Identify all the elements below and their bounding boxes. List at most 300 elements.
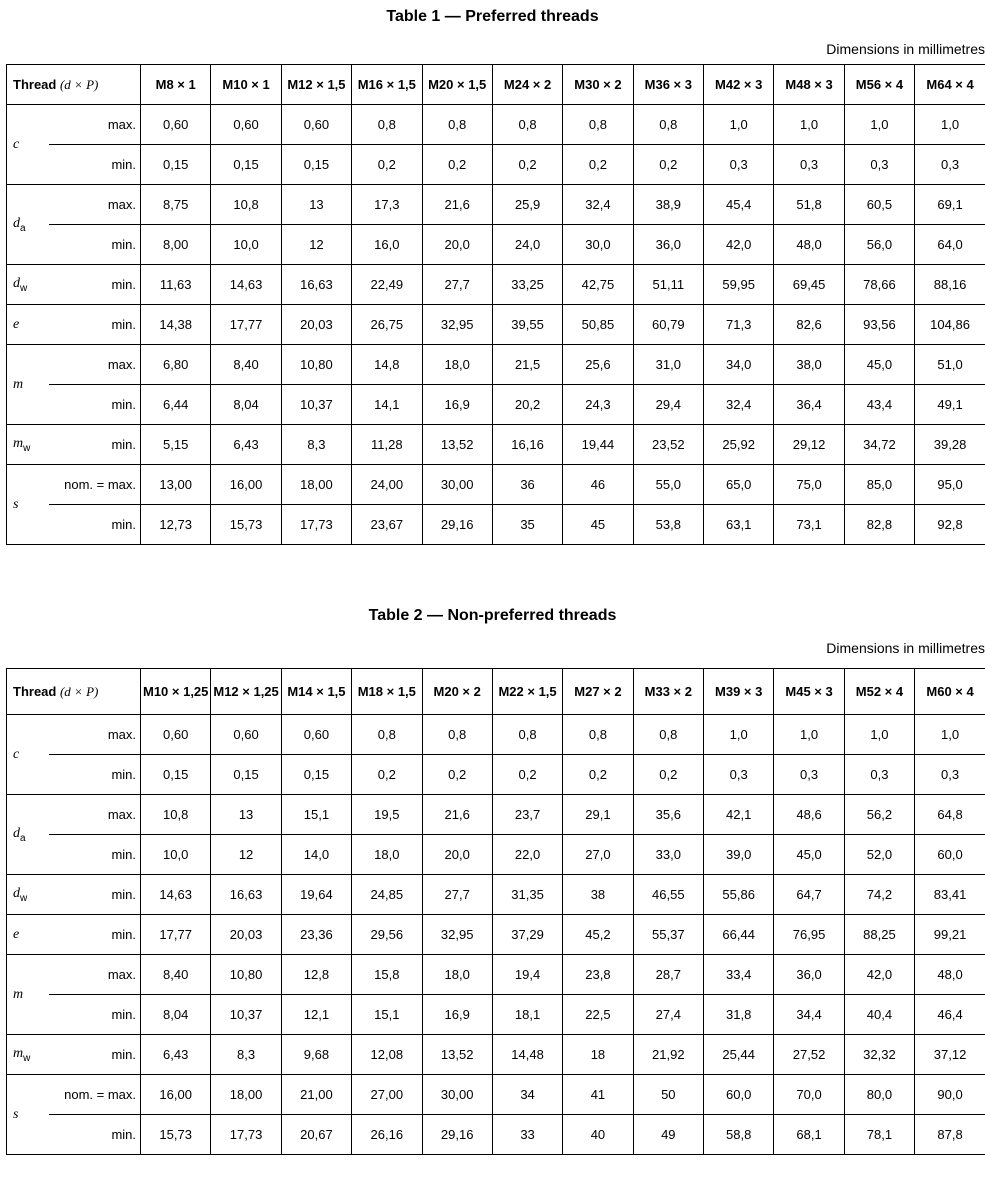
value-cell: 17,3 [352, 185, 422, 225]
value-cell: 14,38 [141, 305, 211, 345]
column-header: M60 × 4 [915, 669, 985, 715]
table-1-title: Table 1 — Preferred threads [386, 8, 599, 25]
table-2-dimensions-note: Dimensions in millimetres [826, 640, 985, 656]
value-cell: 32,95 [422, 915, 492, 955]
value-cell: 15,73 [141, 1115, 211, 1155]
value-cell: 50 [633, 1075, 703, 1115]
value-cell: 38,0 [774, 345, 844, 385]
value-cell: 29,4 [633, 385, 703, 425]
table-row [7, 955, 985, 995]
value-cell: 8,3 [211, 1035, 281, 1075]
symbol-cell: $m_w$ [7, 425, 49, 465]
value-cell: 18 [563, 1035, 633, 1075]
value-cell: 46,55 [633, 875, 703, 915]
value-cell: 30,00 [422, 1075, 492, 1115]
value-cell: 22,0 [492, 835, 562, 875]
value-cell: 0,8 [352, 715, 422, 755]
value-cell: 0,3 [704, 755, 774, 795]
table-row [7, 145, 985, 185]
value-cell: 15,8 [352, 955, 422, 995]
value-cell: 99,21 [915, 915, 985, 955]
value-cell: 25,9 [492, 185, 562, 225]
column-header: M10 × 1 [211, 65, 281, 105]
value-cell: 14,63 [211, 265, 281, 305]
value-cell: 27,0 [563, 835, 633, 875]
value-cell: 43,4 [844, 385, 914, 425]
value-cell: 73,1 [774, 505, 844, 545]
value-cell: 42,0 [704, 225, 774, 265]
value-cell: 53,8 [633, 505, 703, 545]
value-cell: 48,0 [774, 225, 844, 265]
value-cell: 13 [281, 185, 351, 225]
value-cell: 18,0 [422, 955, 492, 995]
value-cell: 11,63 [141, 265, 211, 305]
value-cell: 18,1 [492, 995, 562, 1035]
value-cell: 16,16 [492, 425, 562, 465]
value-cell: 88,16 [915, 265, 985, 305]
value-cell: 14,63 [141, 875, 211, 915]
value-cell: 37,12 [915, 1035, 985, 1075]
table-row [7, 755, 985, 795]
value-cell: 46,4 [915, 995, 985, 1035]
value-cell: 13,52 [422, 425, 492, 465]
table-row [7, 225, 985, 265]
value-cell: 10,37 [281, 385, 351, 425]
table-row [7, 185, 985, 225]
value-cell: 0,2 [422, 145, 492, 185]
value-cell: 27,7 [422, 265, 492, 305]
limit-cell: min. [49, 505, 141, 545]
table-row [7, 1035, 985, 1075]
value-cell: 0,2 [492, 145, 562, 185]
value-cell: 10,8 [211, 185, 281, 225]
value-cell: 39,0 [704, 835, 774, 875]
column-header: M45 × 3 [774, 669, 844, 715]
value-cell: 20,03 [211, 915, 281, 955]
value-cell: 1,0 [844, 105, 914, 145]
value-cell: 42,0 [844, 955, 914, 995]
value-cell: 18,00 [281, 465, 351, 505]
limit-cell: min. [49, 225, 141, 265]
value-cell: 17,73 [211, 1115, 281, 1155]
value-cell: 71,3 [704, 305, 774, 345]
value-cell: 82,8 [844, 505, 914, 545]
value-cell: 31,35 [492, 875, 562, 915]
symbol-cell: $d_a$ [7, 185, 49, 265]
value-cell: 21,92 [633, 1035, 703, 1075]
value-cell: 82,6 [774, 305, 844, 345]
value-cell: 39,55 [492, 305, 562, 345]
value-cell: 19,64 [281, 875, 351, 915]
value-cell: 1,0 [704, 715, 774, 755]
column-header: M16 × 1,5 [352, 65, 422, 105]
value-cell: 14,1 [352, 385, 422, 425]
column-header: M36 × 3 [633, 65, 703, 105]
column-header: M27 × 2 [563, 669, 633, 715]
value-cell: 28,7 [633, 955, 703, 995]
column-header: M33 × 2 [633, 669, 703, 715]
value-cell: 0,3 [844, 755, 914, 795]
value-cell: 0,15 [211, 145, 281, 185]
value-cell: 15,1 [352, 995, 422, 1035]
value-cell: 26,75 [352, 305, 422, 345]
value-cell: 64,0 [915, 225, 985, 265]
value-cell: 10,80 [211, 955, 281, 995]
column-header: M42 × 3 [704, 65, 774, 105]
value-cell: 37,29 [492, 915, 562, 955]
value-cell: 35 [492, 505, 562, 545]
value-cell: 23,52 [633, 425, 703, 465]
value-cell: 41 [563, 1075, 633, 1115]
symbol-cell: e [7, 915, 49, 955]
value-cell: 42,1 [704, 795, 774, 835]
table-row [7, 305, 985, 345]
table-row [7, 715, 985, 755]
value-cell: 16,63 [281, 265, 351, 305]
table-2-title: Table 2 — Non-preferred threads [368, 607, 617, 624]
table-row [7, 1115, 985, 1155]
value-cell: 16,9 [422, 995, 492, 1035]
value-cell: 12,73 [141, 505, 211, 545]
limit-cell: min. [49, 835, 141, 875]
value-cell: 23,7 [492, 795, 562, 835]
value-cell: 51,8 [774, 185, 844, 225]
value-cell: 0,3 [915, 755, 985, 795]
value-cell: 1,0 [915, 105, 985, 145]
value-cell: 65,0 [704, 465, 774, 505]
column-header: M20 × 1,5 [422, 65, 492, 105]
value-cell: 10,0 [211, 225, 281, 265]
value-cell: 20,67 [281, 1115, 351, 1155]
value-cell: 16,0 [352, 225, 422, 265]
value-cell: 75,0 [774, 465, 844, 505]
value-cell: 0,2 [633, 145, 703, 185]
value-cell: 10,80 [281, 345, 351, 385]
value-cell: 21,00 [281, 1075, 351, 1115]
value-cell: 24,0 [492, 225, 562, 265]
limit-cell: min. [49, 425, 141, 465]
value-cell: 60,0 [915, 835, 985, 875]
value-cell: 45,0 [774, 835, 844, 875]
value-cell: 34 [492, 1075, 562, 1115]
value-cell: 95,0 [915, 465, 985, 505]
value-cell: 10,37 [211, 995, 281, 1035]
value-cell: 31,0 [633, 345, 703, 385]
value-cell: 0,8 [422, 715, 492, 755]
value-cell: 0,15 [211, 755, 281, 795]
value-cell: 63,1 [704, 505, 774, 545]
value-cell: 36,0 [633, 225, 703, 265]
value-cell: 32,32 [844, 1035, 914, 1075]
value-cell: 34,72 [844, 425, 914, 465]
value-cell: 45,2 [563, 915, 633, 955]
symbol-cell: c [7, 105, 49, 185]
symbol-cell: e [7, 305, 49, 345]
value-cell: 8,40 [141, 955, 211, 995]
value-cell: 66,44 [704, 915, 774, 955]
value-cell: 56,2 [844, 795, 914, 835]
value-cell: 21,5 [492, 345, 562, 385]
thread-header: Thread (d × P) [7, 669, 141, 715]
value-cell: 42,75 [563, 265, 633, 305]
value-cell: 0,3 [844, 145, 914, 185]
value-cell: 49 [633, 1115, 703, 1155]
symbol-cell: $d_w$ [7, 875, 49, 915]
value-cell: 58,8 [704, 1115, 774, 1155]
value-cell: 5,15 [141, 425, 211, 465]
value-cell: 55,86 [704, 875, 774, 915]
value-cell: 40,4 [844, 995, 914, 1035]
value-cell: 11,28 [352, 425, 422, 465]
limit-cell: nom. = max. [49, 1075, 141, 1115]
table-2-non-preferred-threads [6, 668, 985, 1155]
value-cell: 14,8 [352, 345, 422, 385]
value-cell: 20,03 [281, 305, 351, 345]
column-header: M8 × 1 [141, 65, 211, 105]
value-cell: 88,25 [844, 915, 914, 955]
value-cell: 10,8 [141, 795, 211, 835]
value-cell: 90,0 [915, 1075, 985, 1115]
limit-cell: max. [49, 795, 141, 835]
value-cell: 6,80 [141, 345, 211, 385]
value-cell: 104,86 [915, 305, 985, 345]
column-header: M39 × 3 [704, 669, 774, 715]
value-cell: 1,0 [915, 715, 985, 755]
value-cell: 23,67 [352, 505, 422, 545]
value-cell: 51,11 [633, 265, 703, 305]
value-cell: 8,00 [141, 225, 211, 265]
value-cell: 8,3 [281, 425, 351, 465]
value-cell: 0,60 [211, 105, 281, 145]
value-cell: 0,60 [141, 105, 211, 145]
limit-cell: min. [49, 915, 141, 955]
value-cell: 12 [281, 225, 351, 265]
value-cell: 74,2 [844, 875, 914, 915]
value-cell: 0,8 [492, 105, 562, 145]
value-cell: 8,75 [141, 185, 211, 225]
value-cell: 64,8 [915, 795, 985, 835]
value-cell: 48,6 [774, 795, 844, 835]
value-cell: 36,0 [774, 955, 844, 995]
value-cell: 56,0 [844, 225, 914, 265]
value-cell: 16,00 [211, 465, 281, 505]
value-cell: 0,8 [422, 105, 492, 145]
value-cell: 6,43 [141, 1035, 211, 1075]
value-cell: 46 [563, 465, 633, 505]
value-cell: 6,43 [211, 425, 281, 465]
value-cell: 40 [563, 1115, 633, 1155]
value-cell: 70,0 [774, 1075, 844, 1115]
value-cell: 32,95 [422, 305, 492, 345]
value-cell: 38,9 [633, 185, 703, 225]
value-cell: 16,00 [141, 1075, 211, 1115]
thread-header: Thread (d × P) [7, 65, 141, 105]
value-cell: 6,44 [141, 385, 211, 425]
value-cell: 0,2 [633, 755, 703, 795]
value-cell: 0,2 [563, 755, 633, 795]
table-row [7, 105, 985, 145]
value-cell: 12,08 [352, 1035, 422, 1075]
value-cell: 33,0 [633, 835, 703, 875]
value-cell: 14,0 [281, 835, 351, 875]
value-cell: 18,00 [211, 1075, 281, 1115]
symbol-cell: $m_w$ [7, 1035, 49, 1075]
value-cell: 24,00 [352, 465, 422, 505]
value-cell: 45,0 [844, 345, 914, 385]
symbol-cell: $d_w$ [7, 265, 49, 305]
limit-cell: min. [49, 1115, 141, 1155]
value-cell: 64,7 [774, 875, 844, 915]
value-cell: 29,1 [563, 795, 633, 835]
value-cell: 27,7 [422, 875, 492, 915]
column-header: M64 × 4 [915, 65, 985, 105]
value-cell: 48,0 [915, 955, 985, 995]
table-row [7, 875, 985, 915]
limit-cell: min. [49, 305, 141, 345]
table-1-dimensions-note: Dimensions in millimetres [826, 41, 985, 57]
value-cell: 59,95 [704, 265, 774, 305]
value-cell: 12,8 [281, 955, 351, 995]
value-cell: 32,4 [563, 185, 633, 225]
table-1-preferred-threads [6, 64, 985, 545]
value-cell: 19,5 [352, 795, 422, 835]
value-cell: 0,8 [352, 105, 422, 145]
value-cell: 8,04 [141, 995, 211, 1035]
value-cell: 29,16 [422, 1115, 492, 1155]
value-cell: 0,60 [141, 715, 211, 755]
value-cell: 27,00 [352, 1075, 422, 1115]
value-cell: 45 [563, 505, 633, 545]
symbol-cell: m [7, 345, 49, 425]
value-cell: 0,15 [141, 145, 211, 185]
limit-cell: min. [49, 875, 141, 915]
limit-cell: min. [49, 145, 141, 185]
value-cell: 22,5 [563, 995, 633, 1035]
value-cell: 8,04 [211, 385, 281, 425]
value-cell: 55,37 [633, 915, 703, 955]
value-cell: 32,4 [704, 385, 774, 425]
value-cell: 0,3 [704, 145, 774, 185]
value-cell: 16,63 [211, 875, 281, 915]
value-cell: 0,60 [281, 715, 351, 755]
value-cell: 76,95 [774, 915, 844, 955]
column-header: M10 × 1,25 [141, 669, 211, 715]
column-header: M56 × 4 [844, 65, 914, 105]
table-row [7, 265, 985, 305]
limit-cell: nom. = max. [49, 465, 141, 505]
table-row [7, 835, 985, 875]
table-row [7, 1075, 985, 1115]
value-cell: 19,4 [492, 955, 562, 995]
value-cell: 0,8 [563, 715, 633, 755]
value-cell: 38 [563, 875, 633, 915]
column-header: M12 × 1,25 [211, 669, 281, 715]
limit-cell: min. [49, 1035, 141, 1075]
limit-cell: max. [49, 105, 141, 145]
value-cell: 22,49 [352, 265, 422, 305]
value-cell: 0,2 [352, 755, 422, 795]
column-header: M22 × 1,5 [492, 669, 562, 715]
value-cell: 55,0 [633, 465, 703, 505]
value-cell: 24,3 [563, 385, 633, 425]
value-cell: 78,66 [844, 265, 914, 305]
column-header: M18 × 1,5 [352, 669, 422, 715]
column-header: M48 × 3 [774, 65, 844, 105]
value-cell: 29,12 [774, 425, 844, 465]
value-cell: 1,0 [774, 105, 844, 145]
table-row [7, 385, 985, 425]
value-cell: 8,40 [211, 345, 281, 385]
table-row [7, 795, 985, 835]
value-cell: 0,8 [633, 105, 703, 145]
value-cell: 21,6 [422, 185, 492, 225]
value-cell: 0,15 [281, 755, 351, 795]
value-cell: 23,8 [563, 955, 633, 995]
value-cell: 0,3 [774, 755, 844, 795]
value-cell: 60,79 [633, 305, 703, 345]
column-header: M24 × 2 [492, 65, 562, 105]
value-cell: 0,15 [281, 145, 351, 185]
value-cell: 33,25 [492, 265, 562, 305]
limit-cell: max. [49, 715, 141, 755]
value-cell: 14,48 [492, 1035, 562, 1075]
value-cell: 1,0 [704, 105, 774, 145]
value-cell: 19,44 [563, 425, 633, 465]
value-cell: 30,00 [422, 465, 492, 505]
value-cell: 85,0 [844, 465, 914, 505]
value-cell: 0,60 [281, 105, 351, 145]
column-header: M20 × 2 [422, 669, 492, 715]
value-cell: 15,1 [281, 795, 351, 835]
value-cell: 83,41 [915, 875, 985, 915]
value-cell: 49,1 [915, 385, 985, 425]
table-row [7, 915, 985, 955]
value-cell: 0,2 [492, 755, 562, 795]
limit-cell: max. [49, 345, 141, 385]
value-cell: 31,8 [704, 995, 774, 1035]
column-header: M30 × 2 [563, 65, 633, 105]
value-cell: 36 [492, 465, 562, 505]
value-cell: 0,2 [563, 145, 633, 185]
value-cell: 20,0 [422, 225, 492, 265]
table-row [7, 425, 985, 465]
value-cell: 9,68 [281, 1035, 351, 1075]
value-cell: 0,60 [211, 715, 281, 755]
value-cell: 25,6 [563, 345, 633, 385]
value-cell: 0,8 [492, 715, 562, 755]
value-cell: 0,2 [352, 145, 422, 185]
value-cell: 50,85 [563, 305, 633, 345]
column-header: M12 × 1,5 [281, 65, 351, 105]
value-cell: 69,45 [774, 265, 844, 305]
value-cell: 25,44 [704, 1035, 774, 1075]
value-cell: 52,0 [844, 835, 914, 875]
value-cell: 45,4 [704, 185, 774, 225]
value-cell: 18,0 [422, 345, 492, 385]
value-cell: 0,8 [563, 105, 633, 145]
limit-cell: max. [49, 955, 141, 995]
symbol-cell: s [7, 465, 49, 545]
value-cell: 92,8 [915, 505, 985, 545]
value-cell: 78,1 [844, 1115, 914, 1155]
value-cell: 35,6 [633, 795, 703, 835]
value-cell: 18,0 [352, 835, 422, 875]
value-cell: 12,1 [281, 995, 351, 1035]
limit-cell: max. [49, 185, 141, 225]
value-cell: 68,1 [774, 1115, 844, 1155]
value-cell: 0,3 [774, 145, 844, 185]
value-cell: 25,92 [704, 425, 774, 465]
